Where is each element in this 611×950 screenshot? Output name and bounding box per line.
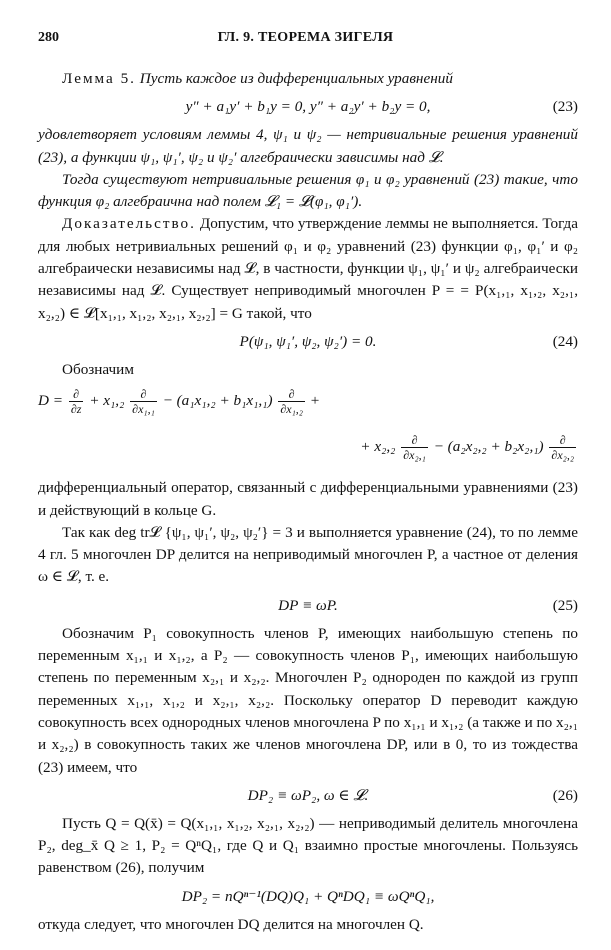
proof-paragraph-6: откуда следует, что многочлен DQ делится на многочлен Q. [38, 915, 424, 933]
page-header [38, 30, 573, 50]
denote-text: Обозначим [62, 360, 134, 378]
D-plus: + [306, 392, 320, 410]
equation-25-body: DP ≡ ωP. [278, 596, 338, 614]
D-start: D = [38, 392, 67, 410]
lemma-label: Лемма 5. [62, 70, 136, 87]
equation-23-number: (23) [552, 98, 578, 116]
proof-paragraph-5: Пусть Q = Q(x̄) = Q(x₁,₁, x₁,₂, x₂,₁, x₂,₂) — неприводимый делитель многочлена P₂, deg_x̄ Q ≥ 1, P₂ = QⁿQ₁, где Q и Q₁ взаимно простые многочлены. Пользуясь равенством (26), получим [38, 814, 578, 877]
running-head: ГЛ. 9. ТЕОРЕМА ЗИГЕЛЯ [217, 30, 394, 45]
proof-paragraph-2: дифференциальный оператор, связанный с дифференциальными уравнениями (23) и действующий в кольце G. [38, 479, 578, 519]
equation-26-number: (26) [552, 786, 578, 804]
lemma-statement-start: Пусть каждое из дифференциальных уравнений [139, 70, 453, 87]
proof-label: Доказательство. [62, 215, 196, 233]
lemma-conclusion: Тогда существуют нетривиальные решения φ₁ и φ₂ уравнений (23) такие, что функция φ₂ алгебраична над полем 𝓛₁ = 𝓛(φ₁, φ₁′). [38, 170, 578, 211]
D-term-x22: + x₂,₂ [360, 438, 400, 456]
operator-D-formula [38, 383, 578, 475]
equation-24-body: P(ψ₁, ψ₁′, ψ₂, ψ₂′) = 0. [239, 332, 377, 350]
frac-d-dx21: $\frac{\partial}{\text{∂x₂,₁}}$ [403, 433, 426, 463]
D-term-a1: − (a₁x₁,₂ + b₁x₁,₁) [158, 392, 277, 410]
D-term-x12: + x₁,₂ [85, 392, 129, 410]
page-body [38, 68, 578, 936]
equation-24-number: (24) [552, 332, 578, 350]
proof-paragraph-1 [38, 213, 578, 324]
equation-23-body: y″ + a₁y′ + b₁y = 0, y″ + a₂y′ + b₂y = 0, [185, 98, 431, 116]
equation-26-body: DP₂ ≡ ωP₂, ω ∈ 𝓛. [247, 786, 369, 804]
proof-paragraph-3: Так как deg tr𝓛 {ψ₁, ψ₁′, ψ₂, ψ₂′} = 3 и выполняется уравнение (24), то по лемме 4 гл. 5 многочлен DP делится на неприводимый многочлен P, а частное от деления ω ∈ 𝓛, т. е. [38, 523, 578, 586]
equation-27-body: DP₂ = nQⁿ⁻¹(DQ)Q₁ + QⁿDQ₁ ≡ ωQⁿQ₁, [181, 887, 435, 905]
equation-27 [38, 884, 578, 910]
frac-d-dz: $\frac{\partial}{\partial z}$ [70, 387, 82, 417]
operator-D-line-2 [360, 433, 578, 462]
frac-d-dx12: $\frac{\partial}{\text{∂x₁,₂}}$ [280, 387, 303, 417]
equation-26 [38, 783, 578, 809]
equation-24 [38, 329, 578, 355]
lemma-heading [38, 68, 578, 90]
frac-d-dx11: $\frac{\partial}{\text{∂x₁,₁}}$ [132, 387, 155, 417]
proof-text-1: Допустим, что утверждение леммы не выполняется. Тогда для любых нетривиальных решений φ₁ и φ₂ уравнений (23) функции φ₁, φ₁′ и φ₂ алгебраически независимы над 𝓛, в частности, функции ψ₁, ψ₁′ и ψ₂ алгебраически независимы над 𝓛. Существует неприводимый многочлен P = = P(x₁,₁, x₁,₂, x₂,₁, x₂,₂) ∈ 𝓛[x₁,₁, x₁,₂, x₂,₁, x₂,₂] = G такой, что [38, 215, 579, 322]
D-term-a2: − (a₂x₂,₂ + b₂x₂,₁) [429, 438, 548, 456]
equation-25-number: (25) [552, 596, 578, 614]
operator-D-line-1 [38, 387, 319, 416]
frac-d-dx22: $\frac{\partial}{\text{∂x₂,₂}}$ [551, 433, 574, 463]
page-number: 280 [38, 30, 59, 45]
lemma-statement-continued: удовлетворяет условиям леммы 4, ψ₁ и ψ₂ — нетривиальные решения уравнений (23), а функции ψ₁, ψ₁′, ψ₂ и ψ₂′ алгебраически зависимы над 𝓛. [38, 126, 578, 166]
equation-25 [38, 593, 578, 619]
equation-23 [38, 94, 578, 120]
proof-paragraph-4: Обозначим P₁ совокупность членов P, имеющих наибольшую степень по переменным x₁,₁ и x₁,₂, а P₂ — совокупность членов P₁, имеющих наибольшую степень по переменным x₂,₁ и x₂,₂. Многочлен P₂ однороден по каждой из групп переменных x₁,₁, x₁,₂ и x₂,₁, x₂,₂. Поскольку оператор D переводит каждую совокупность всех однородных членов многочлена P по x₁,₁ и x₁,₂ (а также и по x₂,₁ и x₂,₂) в совокупность таких же членов многочлена DP, или в 0, то из тождества (23) имеем, что [38, 624, 578, 776]
